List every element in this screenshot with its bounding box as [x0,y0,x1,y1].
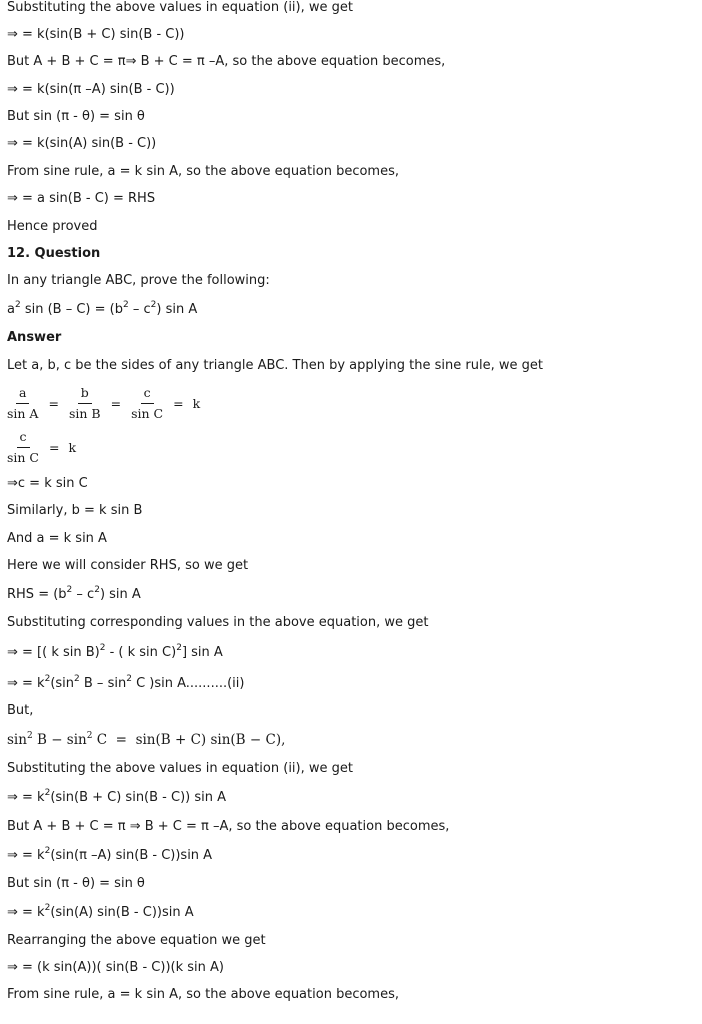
math-line: ⇒ = $k^2(\sin^2$ B – $\sin^2 C$ )sin A..........(ii) [7,673,245,691]
text-line: From sine rule, a = k sin A, so the above equation becomes, [7,987,399,1002]
answer-heading: Answer [7,330,62,345]
text-line: But sin (π - θ) = sin θ [7,876,145,891]
sine-rule-fraction-equation: $\frac{a}{\text{sin A}}$ = $\frac{b}{\text{sin B}}$ = $\frac{c}{\text{sin C}}$ = k [7,385,201,421]
text-line: Similarly, b = k sin B [7,503,143,518]
text-line: But A + B + C = π⇒ B + C = π –A, so the above equation becomes, [7,54,446,69]
text-line: Substituting the above values in equation (ii), we get [7,0,353,15]
math-line: ⇒ = k(sin(A) sin(B - C)) [7,136,157,151]
text-line: Hence proved [7,219,98,234]
text-line: But A + B + C = π ⇒ B + C = π –A, so the above equation becomes, [7,819,450,834]
fraction-c-over-sinC: $\frac{c}{\text{sin C}}$ [131,385,164,421]
question-heading: 12. Question [7,246,101,261]
math-line: ⇒ = k(sin(B + C) sin(B - C)) [7,27,185,42]
math-line: ⇒ = a sin(B - C) = RHS [7,191,156,206]
text-line: Substituting corresponding values in the above equation, we get [7,615,429,630]
text-line: Let a, b, c be the sides of any triangle ABC. Then by applying the sine rule, we get [7,358,543,373]
math-line: RHS = $(b^2 - c^2)$ sin A [7,584,141,602]
text-line: But, [7,703,34,718]
math-line: ⇒ = (k sin(A))( sin(B - C))(k sin A) [7,960,224,975]
fraction-b-over-sinB: $\frac{b}{\text{sin B}}$ [68,385,101,421]
math-line: ⇒ = [( k sin B)$^2$ - ( k sin C)$^2$] sin A [7,642,223,660]
math-line: ⇒ = k(sin(π –A) sin(B - C)) [7,82,175,97]
text-line: From sine rule, a = k sin A, so the above equation becomes, [7,164,399,179]
text-line: Rearranging the above equation we get [7,933,266,948]
text-line: But sin (π - θ) = sin θ [7,109,145,124]
question-text: In any triangle ABC, prove the following: [7,273,270,288]
math-line: ⇒c = k sin C [7,476,88,491]
identity-equation: $\sin^2 B - \sin^2 C = \sin(B + C) \sin(B - C)$, [7,730,286,748]
math-line: ⇒ = $k^2(\sin(\pi$ –A) sin(B - C))sin A [7,845,213,863]
question-formula: $a^2$ $\sin (B - C) = (b^2 - c^2)$ sin A [7,299,198,317]
text-line: Substituting the above values in equation (ii), we get [7,761,353,776]
math-line: ⇒ = $k^2(\sin(B + C)$ sin(B - C)) sin A [7,787,227,805]
fraction-c-over-sinC: $\frac{c}{\text{sin C}}$ [7,429,40,465]
c-over-sinC-equation: $\frac{c}{\text{sin C}}$ = k [7,429,77,465]
text-line: And a = k sin A [7,531,107,546]
math-line: ⇒ = $k^2(\sin(A)$ sin(B - C))sin A [7,902,194,920]
text-line: Here we will consider RHS, so we get [7,558,249,573]
fraction-a-over-sinA: $\frac{a}{\text{sin A}}$ [7,385,39,421]
